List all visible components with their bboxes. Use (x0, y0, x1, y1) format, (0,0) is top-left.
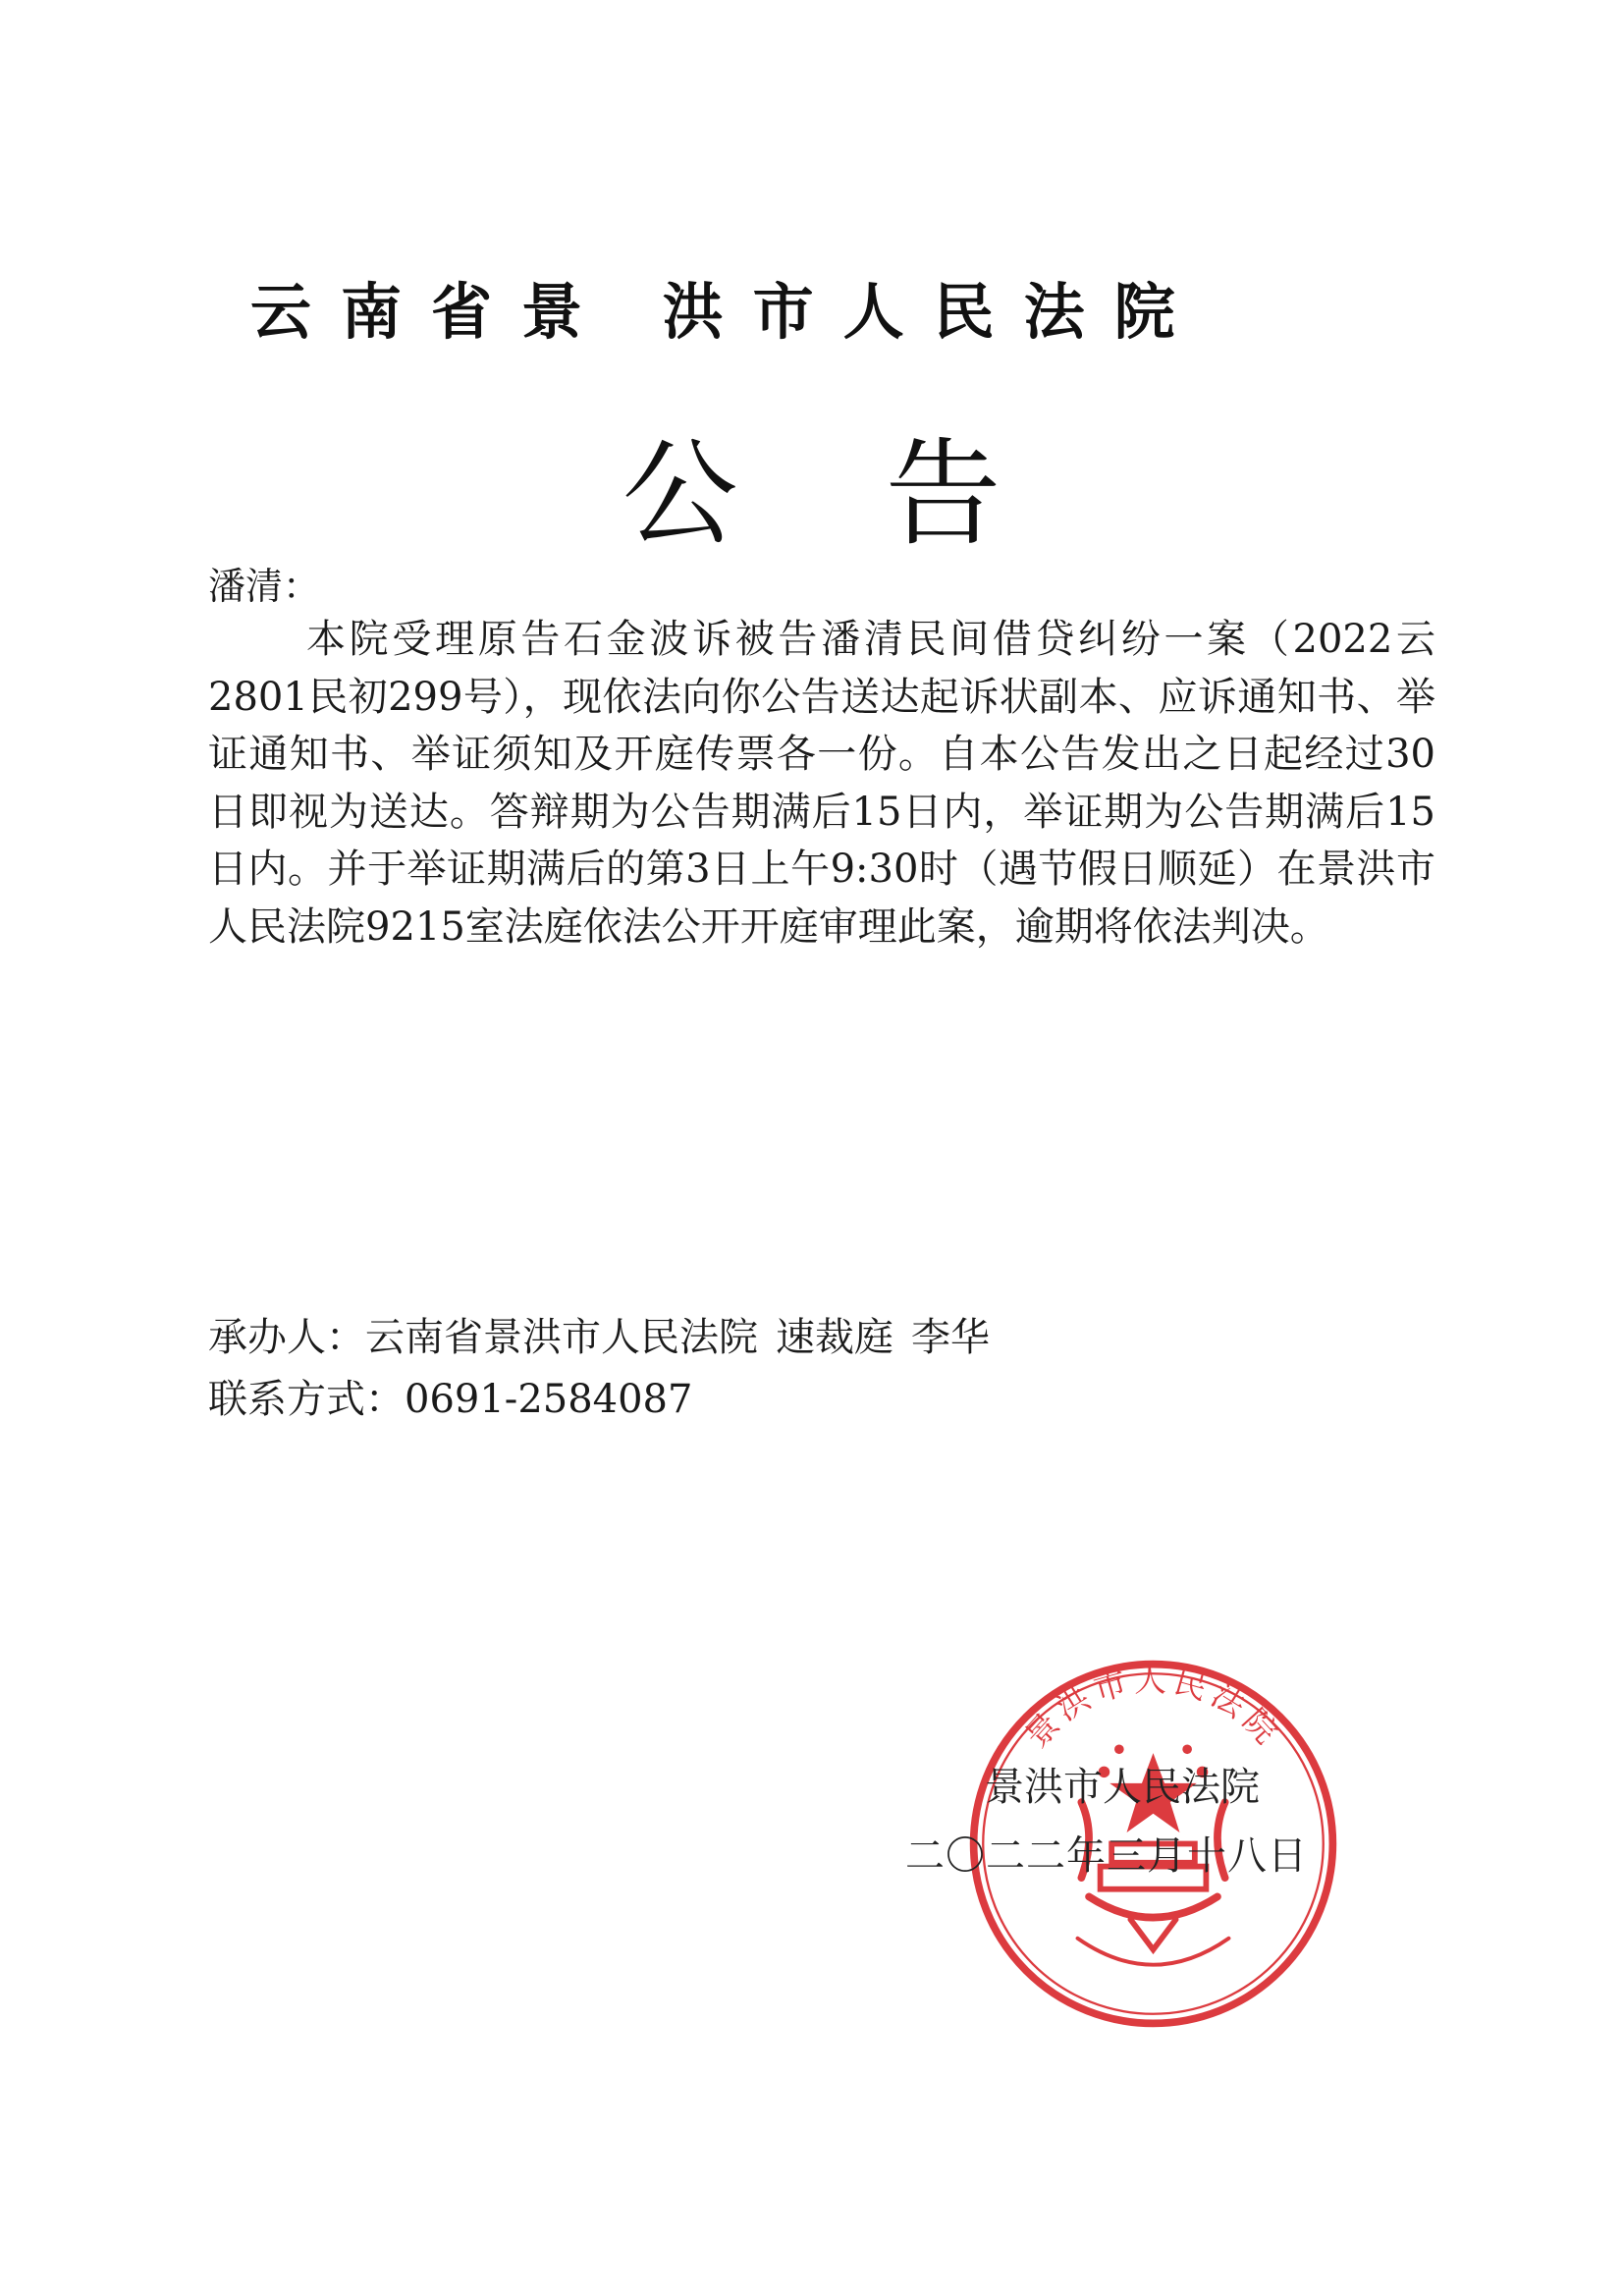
phone-line (208, 1368, 692, 1424)
handler-label: 承办人： (208, 1315, 365, 1360)
notice-title: 公告 (622, 426, 1149, 562)
svg-text:景洪市人民法院 (1018, 1662, 1289, 1755)
seal-text: 景洪市人民法院 (1017, 1661, 1289, 1756)
addressee: 潘清： (208, 565, 321, 608)
handler-division: 速裁庭 (776, 1315, 893, 1360)
signature-court: 景洪市人民法院 (985, 1765, 1260, 1810)
handler-court: 云南省景洪市人民法院 (365, 1315, 758, 1360)
handler-line (208, 1306, 990, 1362)
phone-number: 0691-2584087 (405, 1377, 693, 1422)
notice-body: 本院受理原告石金波诉被告潘清民间借贷纠纷一案（2022云2801民初299号），现依法向你公告送达起诉状副本、应诉通知书、举证通知书、举证须知及开庭传票各一份。自本公告发出之日起经过30日即视为送达。答辩期为公告期满后15日内，举证期为公告期满后15日内。并于举证期满后的第3日上午9:30时（遇节假日顺延）在景洪市人民法院9215室法庭依法公开开庭审理此案，逾期将依法判决。 (208, 617, 1435, 950)
phone-label: 联系方式： (208, 1377, 405, 1422)
court-title: 云南省景 洪市人民法院 (250, 276, 1205, 348)
handler-name: 李华 (911, 1315, 990, 1360)
signature-date: 二〇二二年三月十八日 (905, 1833, 1308, 1879)
